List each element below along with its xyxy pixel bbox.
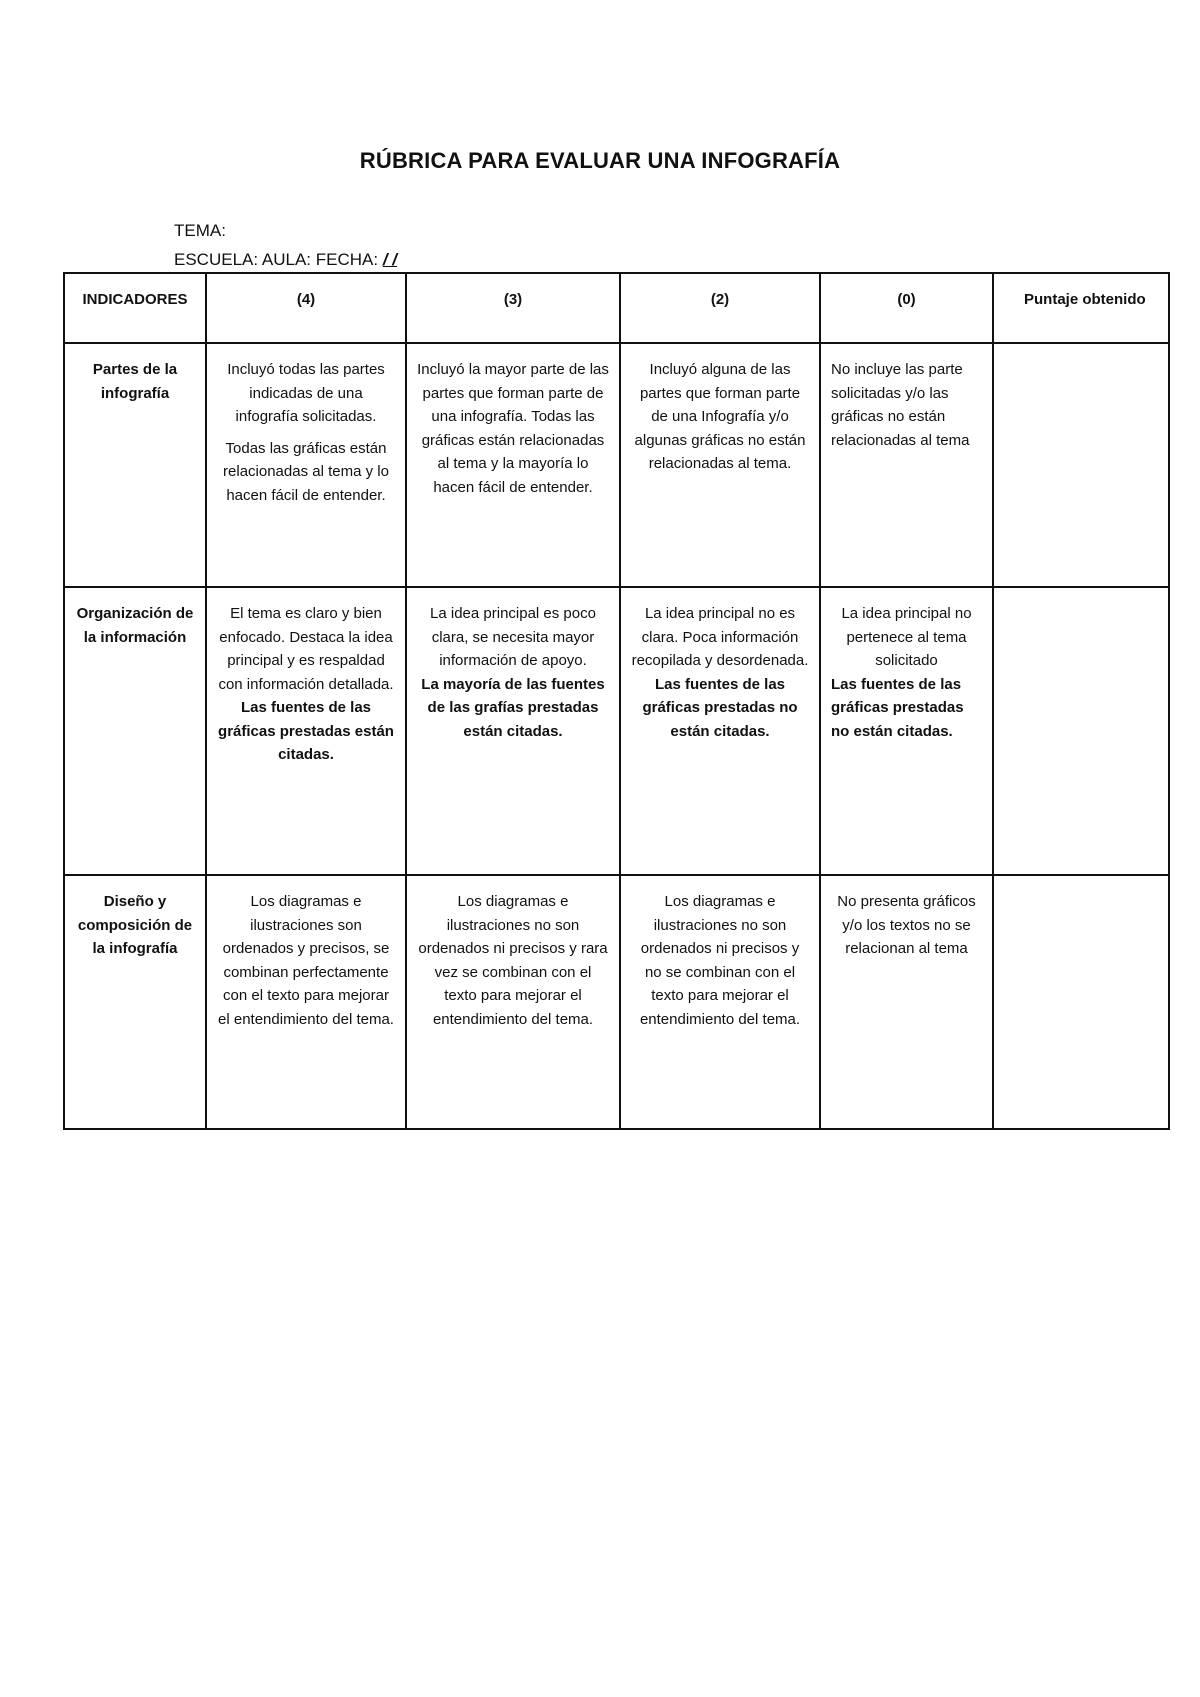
cell-text: Los diagramas e ilustraciones no son ordenados ni precisos y rara vez se combinan con el texto para mejorar el entendimiento del tema. <box>418 893 608 1028</box>
header-score-4: (4) <box>206 273 406 343</box>
header-puntaje: Puntaje obtenido <box>993 273 1169 343</box>
cell-bold-text: La mayoría de las fuentes de las grafías prestadas están citadas. <box>421 675 605 740</box>
escuela-label: ESCUELA: AULA: FECHA: <box>174 250 379 269</box>
score-cell[interactable] <box>993 587 1169 875</box>
level-3-cell <box>406 343 620 587</box>
level-3-cell <box>406 587 620 875</box>
level-2-cell <box>620 875 820 1129</box>
score-cell[interactable] <box>993 343 1169 587</box>
cell-text: El tema es claro y bien enfocado. Destaca la idea principal y es respaldad con información detallada. <box>218 605 394 693</box>
cell-text: Incluyó la mayor parte de las partes que forman parte de una infografía. Todas las gráficas están relacionadas al tema y la mayoría lo hacen fácil de entender. <box>417 361 609 496</box>
level-0-cell <box>820 343 993 587</box>
header-score-3: (3) <box>406 273 620 343</box>
level-2-cell <box>620 587 820 875</box>
cell-text: La idea principal no pertenece al tema solicitado <box>841 605 972 669</box>
table-row <box>64 875 1169 1129</box>
header-indicadores: INDICADORES <box>64 273 206 343</box>
level-4-cell <box>206 587 406 875</box>
cell-text: Los diagramas e ilustraciones son ordenados y precisos, se combinan perfectamente con el texto para mejorar el entendimiento del tema. <box>218 893 394 1028</box>
rubric-table <box>63 272 1170 1130</box>
table-row <box>64 587 1169 875</box>
cell-text: La idea principal no es clara. Poca información recopilada y desordenada. <box>631 605 809 669</box>
indicator-cell: Partes de la infografía <box>64 343 206 587</box>
cell-text: No incluye las parte solicitadas y/o las gráficas no están relacionadas al tema <box>831 361 970 449</box>
escuela-aula-fecha-line <box>174 250 397 270</box>
indicator-cell: Organización de la información <box>64 587 206 875</box>
header-score-2: (2) <box>620 273 820 343</box>
level-2-cell <box>620 343 820 587</box>
cell-bold-text: Las fuentes de las gráficas prestadas no están citadas. <box>642 675 798 740</box>
date-mark: / / <box>382 250 397 269</box>
level-0-cell <box>820 875 993 1129</box>
cell-text: La idea principal es poco clara, se necesita mayor información de apoyo. <box>430 605 596 669</box>
header-row <box>64 273 1169 343</box>
page-title: RÚBRICA PARA EVALUAR UNA INFOGRAFÍA <box>359 148 841 173</box>
table-row <box>64 343 1169 587</box>
cell-bold-text: Las fuentes de las gráficas prestadas no están citadas. <box>831 675 964 740</box>
cell-text: Los diagramas e ilustraciones no son ordenados ni precisos y no se combinan con el texto para mejorar el entendimiento del tema. <box>639 893 801 1028</box>
indicator-cell: Diseño y composición de la infografía <box>64 875 206 1129</box>
cell-text: Incluyó alguna de las partes que forman parte de una Infografía y/o algunas gráficas no están relacionadas al tema. <box>634 361 806 472</box>
cell-text: No presenta gráficos y/o los textos no se relacionan al tema <box>837 893 976 957</box>
cell-bold-text: Las fuentes de las gráficas prestadas están citadas. <box>218 699 394 763</box>
score-cell[interactable] <box>993 875 1169 1129</box>
level-4-cell <box>206 875 406 1129</box>
tema-label: TEMA: <box>174 221 226 240</box>
level-4-cell <box>206 343 406 587</box>
level-3-cell <box>406 875 620 1129</box>
level-0-cell <box>820 587 993 875</box>
cell-text-secondary: Todas las gráficas están relacionadas al tema y lo hacen fácil de entender. <box>223 439 389 504</box>
cell-text: Incluyó todas las partes indicadas de una infografía solicitadas. <box>227 361 385 425</box>
header-score-0: (0) <box>820 273 993 343</box>
